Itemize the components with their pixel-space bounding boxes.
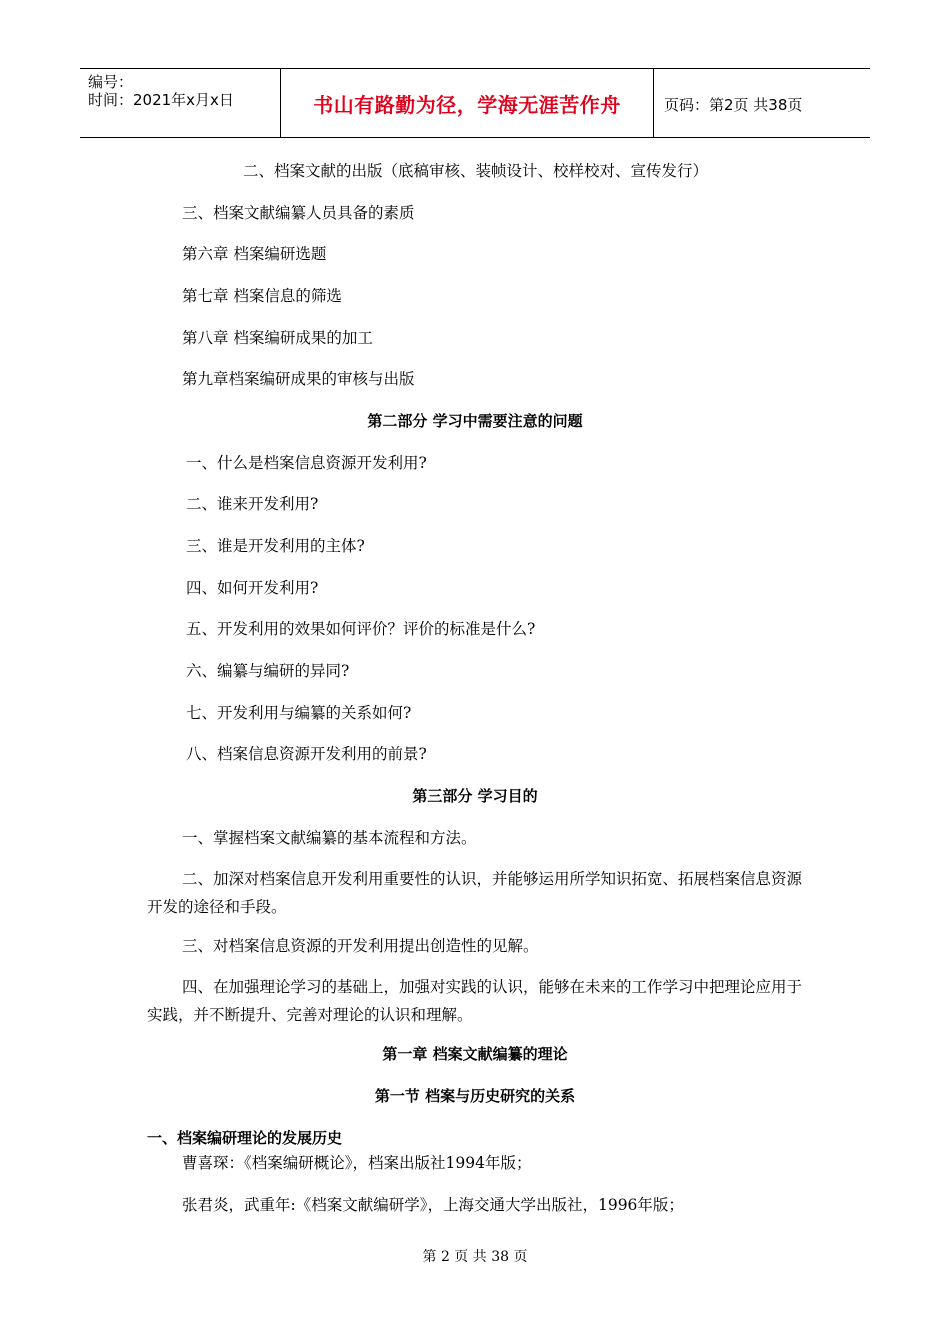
question-3: 三、谁是开发利用的主体? <box>186 537 365 555</box>
question-2: 二、谁来开发利用? <box>186 495 319 513</box>
goal-4: 四、在加强理论学习的基础上，加强对实践的认识，能够在未来的工作学习中把理论应用于实践，并不断提升、完善对理论的认识和理解。 <box>147 978 803 1024</box>
subheading-history: 一、档案编研理论的发展历史 <box>147 1129 343 1147</box>
goal-3: 三、对档案信息资源的开发利用提出创造性的见解。 <box>182 937 539 955</box>
question-6: 六、编纂与编研的异同? <box>186 662 350 680</box>
header-table <box>80 68 870 138</box>
heading-section-1: 第一节 档案与历史研究的关系 <box>374 1087 576 1105</box>
line-chapter-7: 第七章 档案信息的筛选 <box>182 287 342 305</box>
line-chapter-6: 第六章 档案编研选题 <box>182 245 327 263</box>
page-label: 页码：第2页 共38页 <box>664 96 803 114</box>
question-7: 七、开发利用与编纂的关系如何? <box>186 704 412 722</box>
line-chapter-9: 第九章档案编研成果的审核与出版 <box>182 370 415 388</box>
header-motto-cell <box>281 69 654 137</box>
line-chapter-8: 第八章 档案编研成果的加工 <box>182 329 373 347</box>
question-1: 一、什么是档案信息资源开发利用? <box>186 454 427 472</box>
motto-text: 书山有路勤为径，学海无涯苦作舟 <box>313 93 621 117</box>
question-4: 四、如何开发利用? <box>186 579 319 597</box>
reference-1: 曹喜琛：《档案编研概论》，档案出版社1994年版； <box>182 1154 532 1172</box>
line-qualities: 三、档案文献编纂人员具备的素质 <box>182 204 415 222</box>
header-page-cell <box>654 69 870 137</box>
serial-label: 编号： <box>88 73 134 91</box>
time-label: 时间：2021年x月x日 <box>88 91 234 109</box>
heading-part-2: 第二部分 学习中需要注意的问题 <box>367 412 583 430</box>
question-5: 五、开发利用的效果如何评价？评价的标准是什么? <box>186 620 536 638</box>
goal-2: 二、加深对档案信息开发利用重要性的认识，并能够运用所学知识拓宽、拓展档案信息资源开发的途径和手段。 <box>147 870 803 916</box>
page-footer: 第 2 页 共 38 页 <box>422 1249 528 1265</box>
heading-part-3: 第三部分 学习目的 <box>412 787 538 805</box>
question-8: 八、档案信息资源开发利用的前景? <box>186 745 427 763</box>
goal-1: 一、掌握档案文献编纂的基本流程和方法。 <box>182 829 477 847</box>
reference-2: 张君炎，武重年:《档案文献编研学》，上海交通大学出版社，1996年版； <box>182 1196 684 1214</box>
header-info-cell <box>80 69 281 137</box>
heading-chapter-1: 第一章 档案文献编纂的理论 <box>382 1045 568 1063</box>
line-publishing: 二、档案文献的出版（底稿审核、装帧设计、校样校对、宣传发行） <box>243 162 709 180</box>
